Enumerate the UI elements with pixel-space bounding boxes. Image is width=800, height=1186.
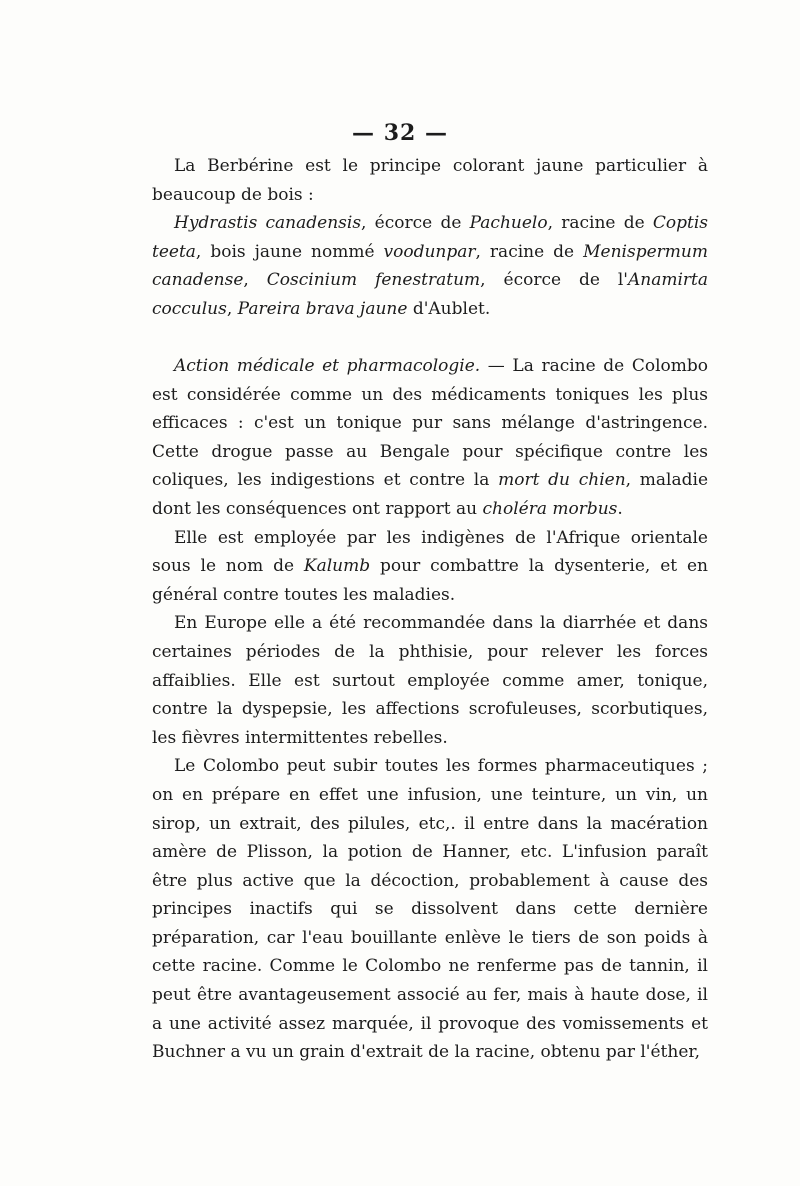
- species-name: Anamirta cocculus: [152, 270, 708, 319]
- text-run: , bois jaune nommé: [195, 241, 384, 262]
- section-heading: Action médicale et pharmacologie.: [174, 356, 481, 376]
- italic-term: Kalumb: [303, 556, 371, 577]
- paragraph-medical-action: [152, 352, 708, 524]
- species-name: Pachuelo: [469, 213, 548, 234]
- species-name: Pareira brava jaune: [237, 298, 408, 319]
- text-run: Elle est employée par les indigènes de l'Afrique orientale sous le nom de: [152, 527, 708, 577]
- italic-term: choléra morbus: [482, 498, 618, 519]
- paragraph-africa-use: [152, 524, 708, 610]
- text-run: , racine de: [475, 241, 584, 262]
- pharmacology-section: [152, 352, 708, 1067]
- text-run: .: [617, 498, 623, 519]
- text-run: , écorce de: [361, 213, 470, 234]
- text-run: d'Aublet.: [407, 298, 491, 319]
- intro-block: [152, 152, 708, 324]
- page-number: — 32 —: [352, 120, 448, 146]
- species-name: Coscinium fenestratum: [266, 270, 481, 291]
- species-name: Coptis teeta: [152, 213, 708, 262]
- species-name: Hydrastis canadensis: [174, 213, 362, 234]
- text-run: — La racine de Colombo est considérée comme un des médicaments toniques les plus efficaces : c'est un tonique pur sans mélange d'astringence. Cette drogue passe au Bengale pour spécifique contre les coliques, les indigestions et contre la: [152, 356, 708, 491]
- text-run: ,: [243, 270, 267, 291]
- paragraph-europe-use: En Europe elle a été recommandée dans la diarrhée et dans certaines périodes de la phthisie, pour relever les forces affaiblies. Elle est surtout employée comme amer, tonique, contre la dyspepsie, les affections scrofuleuses, scorbutiques, les fièvres intermittentes rebelles.: [152, 613, 708, 748]
- text-run: , maladie dont les conséquences ont rapport au: [152, 470, 709, 519]
- species-name: Menispermum canadense: [152, 241, 708, 291]
- italic-term: mort du chien: [498, 470, 626, 491]
- paragraph-berberine-sources: [152, 209, 708, 323]
- text-run: pour combattre la dysenterie, et en général contre toutes les maladies.: [152, 556, 708, 605]
- species-name: voodunpar: [383, 241, 476, 262]
- paragraph-pharmaceutical-forms: Le Colombo peut subir toutes les formes pharmaceutiques ; on en prépare en effet une infusion, une teinture, un vin, un sirop, un extrait, des pilules, etc,. il entre dans la macération amère de Plisson, la potion de Hanner, etc. L'infusion paraît être plus active que la décoction, probablement à cause des principes inactifs qui se dissolvent dans cette dernière préparation, car l'eau bouillante enlève le tiers de son poids à cette racine. Comme le Colombo ne renferme pas de tannin, il peut être avantageusement associé au fer, mais à haute dose, il a une activité assez marquée, il provoque des vomissements et Buchner a vu un grain d'extrait de la racine, obtenu par l'éther,: [152, 756, 708, 1063]
- text-run: , racine de: [547, 213, 653, 234]
- text-run: ,: [226, 298, 238, 319]
- text-run: , écorce de l': [480, 270, 628, 291]
- paragraph-berberine-intro: La Berbérine est le principe colorant jaune particulier à beaucoup de bois :: [152, 156, 708, 205]
